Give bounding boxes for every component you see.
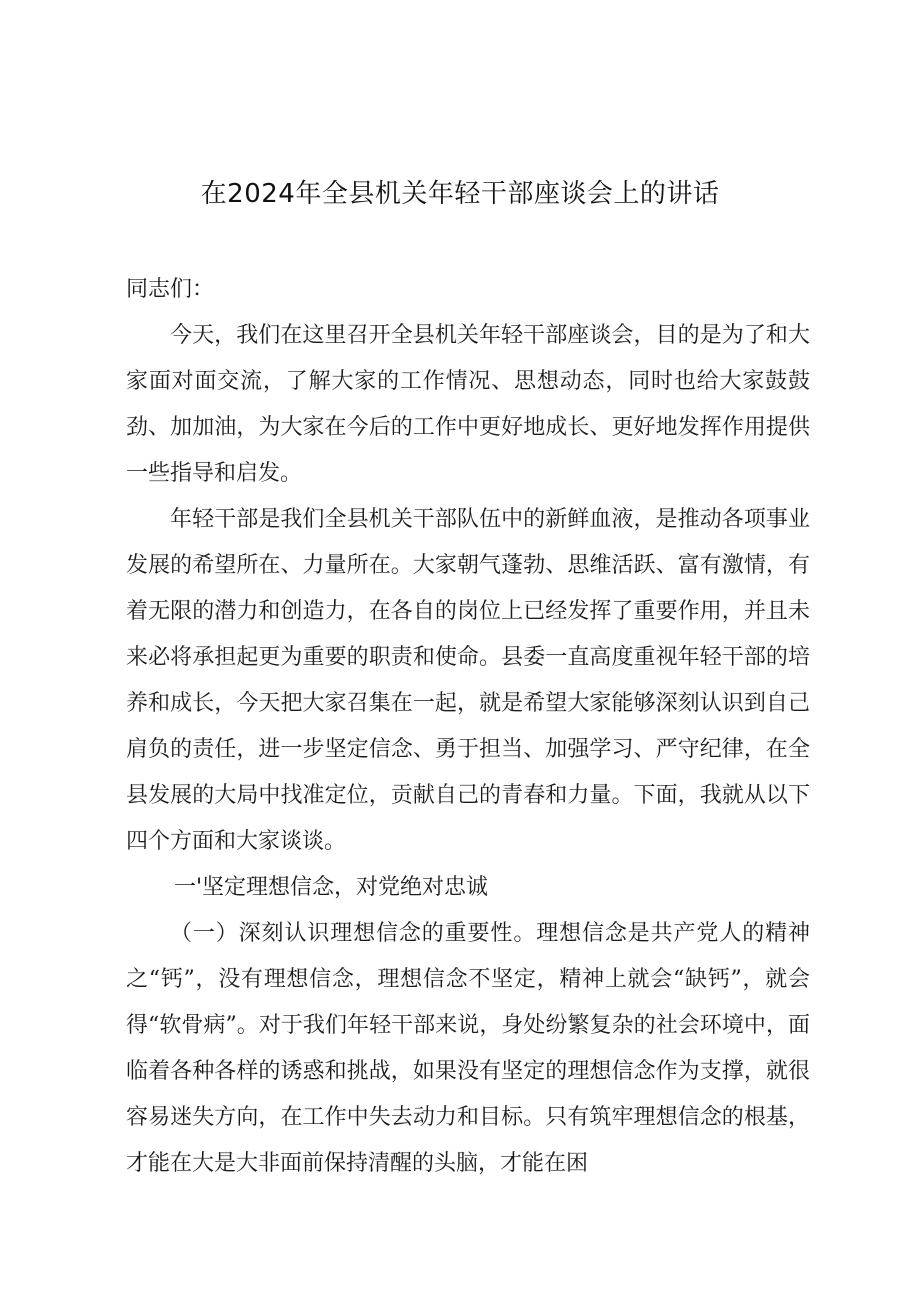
body-paragraph-2: 年轻干部是我们全县机关干部队伍中的新鲜血液，是推动各项事业发展的希望所在、力量所在。大家朝气蓬勃、思维活跃、富有激情，有着无限的潜力和创造力，在各自的岗位上已经发挥了重要作用，并且未来必将承担起更为重要的职责和使命。县委一直高度重视年轻干部的培养和成长，今天把大家召集在一起，就是希望大家能够深刻认识到自己肩负的责任，进一步坚定信念、勇于担当、加强学习、严守纪律，在全县发展的大局中找准定位，贡献自己的青春和力量。下面，我就从以下四个方面和大家谈谈。 (126, 507, 810, 854)
salutation: 同志们： (126, 277, 215, 302)
section-heading-1: 一'坚定理想信念，对党绝对忠诚 (174, 875, 489, 900)
body-paragraph-1: 今天，我们在这里召开全县机关年轻干部座谈会，目的是为了和大家面对面交流，了解大家的工作情况、思想动态，同时也给大家鼓鼓劲、加加油，为大家在今后的工作中更好地成长、更好地发挥作用提供一些指导和启发。 (126, 323, 810, 486)
section-paragraph-1: （一）深刻认识理想信念的重要性。理想信念是共产党人的精神之“钙”，没有理想信念，理想信念不坚定，精神上就会“缺钙”，就会得“软骨病”。对于我们年轻干部来说，身处纷繁复杂的社会环境中，面临着各种各样的诱惑和挑战，如果没有坚定的理想信念作为支撑，就很容易迷失方向，在工作中失去动力和目标。只有筑牢理想信念的根基，才能在大是大非面前保持清醒的头脑，才能在困 (126, 921, 810, 1176)
document-title: 在2024年全县机关年轻干部座谈会上的讲话 (200, 179, 720, 209)
document-body (126, 267, 810, 1187)
